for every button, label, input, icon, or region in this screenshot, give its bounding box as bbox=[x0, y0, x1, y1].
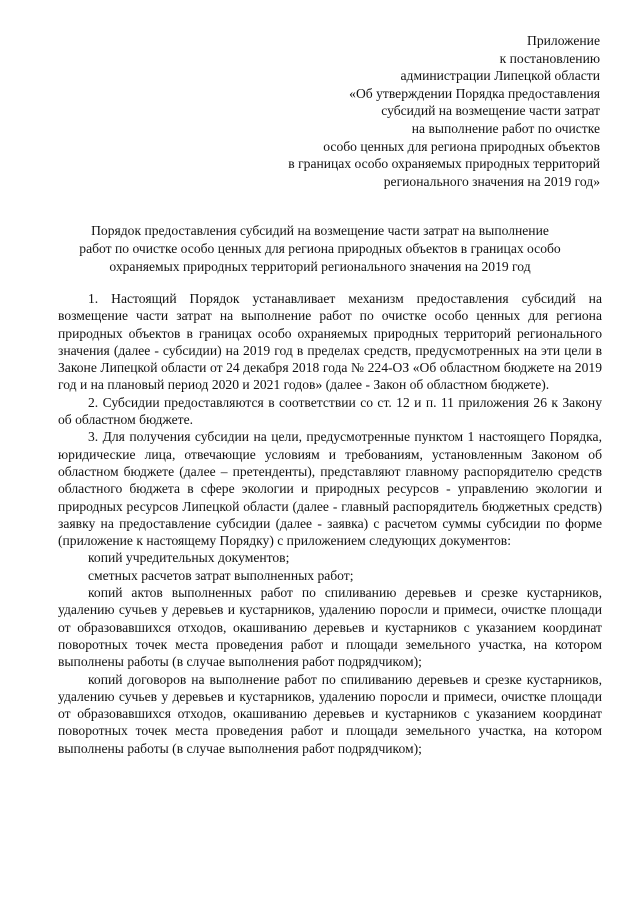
appendix-line: в границах особо охраняемых природных территорий bbox=[288, 156, 600, 172]
title-line: работ по очистке особо ценных для региона природных объектов в границах особо bbox=[79, 241, 561, 256]
appendix-line: «Об утверждении Порядка предоставления bbox=[349, 85, 600, 101]
document-title bbox=[40, 222, 600, 276]
list-item-work-acts: копий актов выполненных работ по спиливанию деревьев и срезке кустарников, удалению сучьев у деревьев и кустарников, удалению поросли и примеси, очистке площади от образовавшихся отходов, окашиванию деревьев и кустарников с указанием координат поворотных точек места проведения работ и площади земельного участка, на котором выполнены работы (в случае выполнения работ подрядчиком); bbox=[58, 585, 602, 670]
appendix-header bbox=[240, 32, 600, 190]
paragraph-1: 1. Настоящий Порядок устанавливает механизм предоставления субсидий на возмещение части затрат на выполнение работ по очистке особо ценных для региона природных объектов в границах особо охраняемых природных территорий регионального значения (далее - субсидии) на 2019 год в пределах средств, предусмотренных на эти цели в Законе Липецкой области от 24 декабря 2018 года № 224-ОЗ «Об областном бюджете на 2019 год и на плановый период 2020 и 2021 годов» (далее - Закон об областном бюджете). bbox=[58, 291, 602, 393]
appendix-line: на выполнение работ по очистке bbox=[411, 120, 600, 136]
appendix-line: особо ценных для региона природных объектов bbox=[323, 138, 600, 154]
list-item-charter-documents: копий учредительных документов; bbox=[88, 550, 290, 566]
appendix-line: к постановлению bbox=[499, 50, 600, 66]
list-item-cost-estimates: сметных расчетов затрат выполненных работ; bbox=[88, 567, 354, 583]
appendix-line: Приложение bbox=[527, 33, 600, 48]
appendix-line: регионального значения на 2019 год» bbox=[383, 173, 600, 189]
title-line: Порядок предоставления субсидий на возмещение части затрат на выполнение bbox=[91, 223, 549, 238]
appendix-line: администрации Липецкой области bbox=[400, 68, 600, 84]
paragraph-3: 3. Для получения субсидии на цели, предусмотренные пунктом 1 настоящего Порядка, юридические лица, отвечающие условиям и требованиям, установленным Законом об областном бюджете (далее – претенденты), представляют главному распорядителю средств областного бюджета в сфере экологии и природных ресурсов - управлению экологии и природных ресурсов Липецкой области (далее - главный распорядитель бюджетных средств) заявку на предоставление субсидии (далее - заявка) с расчетом суммы субсидии по форме (приложение к настоящему Порядку) с приложением следующих документов: bbox=[58, 429, 602, 549]
document-body bbox=[58, 290, 602, 757]
title-line: охраняемых природных территорий регионального значения на 2019 год bbox=[109, 259, 531, 274]
list-item-work-contracts: копий договоров на выполнение работ по спиливанию деревьев и срезке кустарников, удалению сучьев у деревьев и кустарников, удалению поросли и примеси, очистке площади от образовавшихся отходов, окашиванию деревьев и кустарников с указанием координат поворотных точек места проведения работ и площади земельного участка, на котором выполнены работы (в случае выполнения работ подрядчиком); bbox=[58, 671, 602, 756]
appendix-line: субсидий на возмещение части затрат bbox=[381, 103, 600, 119]
paragraph-2: 2. Субсидии предоставляются в соответствии со ст. 12 и п. 11 приложения 26 к Закону об областном бюджете. bbox=[58, 394, 602, 428]
